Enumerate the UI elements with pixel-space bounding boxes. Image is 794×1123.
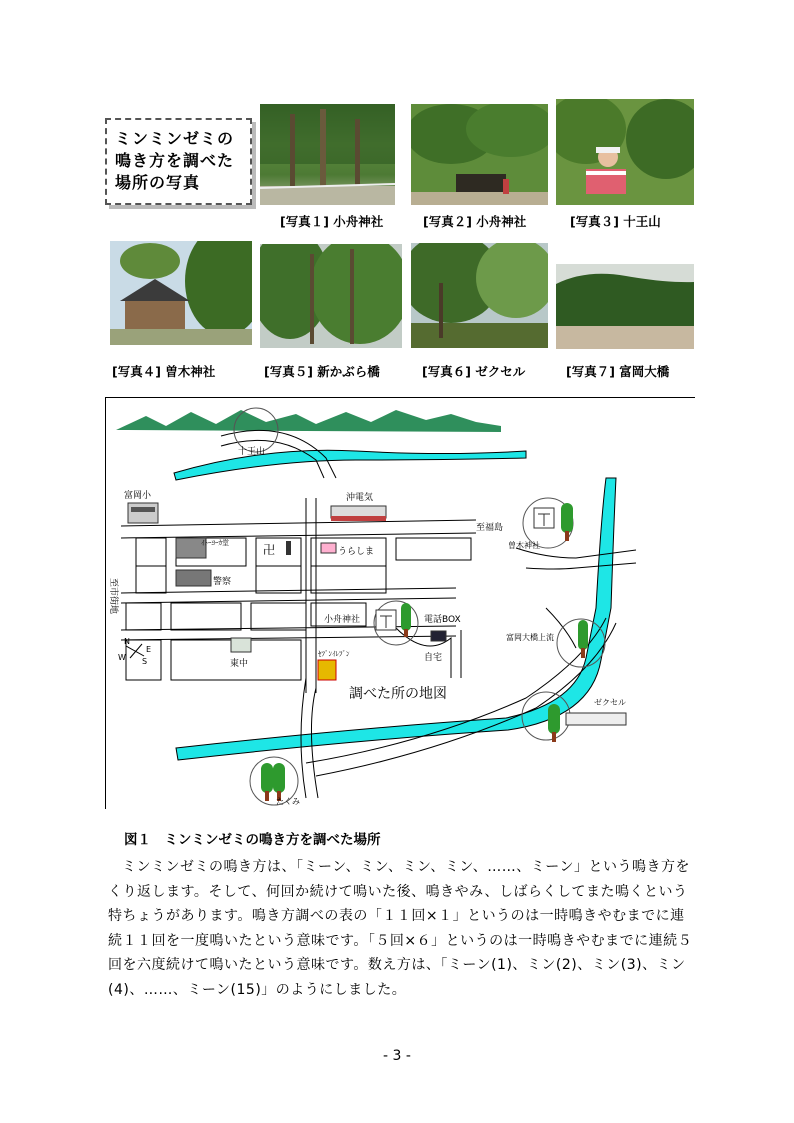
label-juozan: 十王山 — [238, 447, 266, 457]
photo-shin-kabura-bashi — [260, 244, 402, 348]
photo-caption-5: [写真５] 新かぶら橋 — [264, 364, 380, 379]
title-line-2: 鳴き方を調べた — [115, 151, 235, 170]
photo-section-title-box — [105, 118, 252, 205]
label-zexel: ゼクセル — [594, 698, 626, 707]
photo-caption-7: [写真７] 富岡大橋 — [566, 364, 670, 379]
label-higashi-naka: 東中 — [230, 659, 249, 669]
photo-caption-3: [写真３] 十王山 — [570, 214, 661, 229]
map-title: 調べた所の地図 — [349, 686, 447, 702]
page-number: - 3 - — [383, 1048, 411, 1064]
label-urashima: うらしま — [338, 547, 375, 557]
label-sogi-jinja: 曽木神社 — [508, 541, 540, 550]
label-tomioka-elem: 富岡小 — [124, 491, 152, 501]
photo-kobune-jinja-1 — [260, 104, 395, 205]
label-jitaku: 自宅 — [424, 653, 443, 663]
label-seven-eleven: ｾﾌﾞﾝｲﾚﾌﾞﾝ — [318, 650, 350, 658]
label-to-fukushima: 至福島 — [476, 523, 504, 533]
title-line-3: 場所の写真 — [115, 173, 201, 192]
label-denwa-box: 電話BOX — [424, 615, 461, 625]
photo-sogi-jinja — [110, 241, 252, 345]
label-oki-denki: 沖電気 — [346, 493, 374, 503]
label-tomioka-ohashi: 富岡大橋上流 — [506, 633, 554, 642]
compass-rose — [126, 644, 144, 658]
compass-s: S — [142, 657, 148, 666]
body-paragraph: ミンミンゼミの鳴き方は、「ミーン、ミン、ミン、ミン、……、ミーン」という鳴き方をくり返します。そして、何回か続けて鳴いた後、鳴きやみ、しばらくしてまた鳴くという特ちょうがあります。鳴き方調べの表の「１１回×１」というのは一時鳴きやむまでに連続１１回を一度鳴いたという意味です。「５回×６」というのは一時鳴きやむまでに連続５回を六度続けて鳴いたという意味です。数え方は、「ミーン(1)、ミン(2)、ミン(3)、ミン(4)、……、ミーン(15)」のようにしました。 — [108, 859, 693, 998]
photo-kobune-jinja-2 — [411, 104, 548, 205]
compass-e: E — [146, 645, 152, 654]
photo-caption-4: [写真４] 曽木神社 — [112, 364, 216, 379]
survey-location-map — [105, 397, 695, 809]
title-line-1: ミンミンゼミの — [115, 129, 235, 148]
mountain-range — [116, 410, 501, 432]
label-kobune-jinja: 小舟神社 — [324, 615, 361, 625]
label-takumi: たくみ — [276, 797, 300, 806]
compass-w: W — [118, 653, 126, 662]
compass-n: N — [124, 637, 130, 646]
photo-tomioka-ohashi — [556, 264, 694, 349]
label-temple: 卍 — [263, 543, 276, 557]
label-keisatsu: 警察 — [213, 577, 232, 587]
map-svg — [106, 398, 695, 809]
photo-caption-6: [写真６] ゼクセル — [422, 364, 526, 379]
photo-juozan — [556, 99, 694, 205]
photo-zexel — [411, 243, 548, 348]
photo-caption-2: [写真２] 小舟神社 — [423, 214, 527, 229]
figure-caption: 図１ ミンミンゼミの鳴き方を調べた場所 — [124, 832, 381, 848]
river-upper — [174, 450, 526, 480]
label-to-shinden: 至市街地 — [108, 578, 118, 615]
photo-section-title — [115, 128, 234, 194]
label-itouyoukadou: ｲﾄｰﾖｰｶ堂 — [201, 539, 229, 547]
photo-caption-1: [写真１] 小舟神社 — [280, 214, 384, 229]
